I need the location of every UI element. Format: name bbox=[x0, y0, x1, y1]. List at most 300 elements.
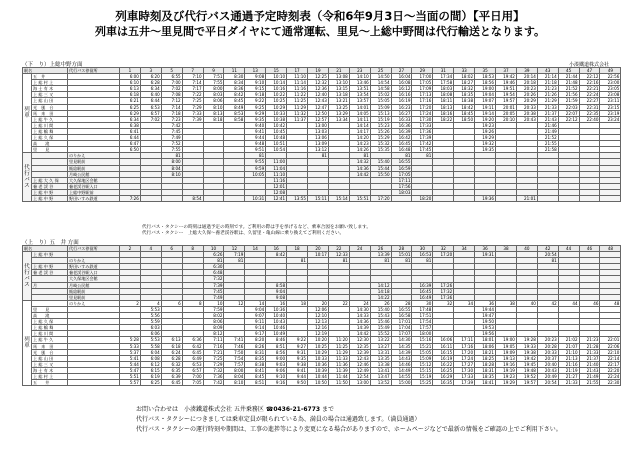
time-cell: 10:44 bbox=[308, 373, 329, 379]
time-cell: 10:33 bbox=[308, 355, 329, 361]
down-section-label: （下 り）上総中野方面 bbox=[22, 62, 83, 68]
station-name: 高 滝 bbox=[32, 141, 68, 147]
time-cell: 6:21 bbox=[120, 98, 141, 104]
time-cell: 17:11 bbox=[391, 177, 412, 183]
train-number: 14 bbox=[245, 246, 266, 252]
train-number: 32 bbox=[433, 246, 454, 252]
time-cell: 12:06 bbox=[308, 306, 329, 312]
time-cell: 15:46 bbox=[370, 319, 391, 325]
time-cell: 24 bbox=[349, 300, 370, 306]
time-cell: 16:53 bbox=[412, 252, 433, 258]
time-cell: 12:43 bbox=[349, 355, 370, 361]
time-cell: 21:43 bbox=[579, 367, 600, 373]
time-cell: 16 bbox=[266, 300, 287, 306]
time-cell: 18:02 bbox=[454, 74, 475, 80]
time-cell: 20:23 bbox=[516, 86, 537, 92]
bus-stop-name: 大久保地区会館 bbox=[68, 276, 120, 282]
time-cell: 10:45 bbox=[266, 128, 287, 134]
time-cell: 9:08 bbox=[266, 294, 287, 300]
time-cell: 9:17 bbox=[245, 331, 266, 337]
time-cell: 17:16 bbox=[412, 98, 433, 104]
time-cell: 8:35 bbox=[245, 355, 266, 361]
time-cell: 13:38 bbox=[370, 361, 391, 367]
time-cell: 13:57 bbox=[349, 98, 370, 104]
time-cell: 8:42 bbox=[266, 252, 287, 258]
time-cell: 16:39 bbox=[412, 282, 433, 288]
time-cell: 16:55 bbox=[391, 306, 412, 312]
bus-stop-name: 里見駅前 bbox=[68, 294, 120, 300]
contact-suffix: まで bbox=[321, 406, 334, 413]
time-cell: 6:38 bbox=[120, 122, 141, 128]
time-cell: 18:03 bbox=[391, 189, 412, 195]
time-cell: 5:51 bbox=[120, 373, 141, 379]
time-cell: 7:02 bbox=[140, 116, 161, 122]
time-cell: 19:47 bbox=[475, 313, 496, 319]
time-cell: 7:45 bbox=[161, 128, 182, 134]
time-cell: 20:43 bbox=[537, 367, 558, 373]
time-cell: 6:12 bbox=[140, 361, 161, 367]
train-number: 25 bbox=[370, 68, 391, 74]
time-cell: 2 bbox=[120, 300, 141, 306]
time-cell: 20:54 bbox=[537, 252, 558, 258]
time-cell: 8:18 bbox=[203, 116, 224, 122]
time-cell: 6:18 bbox=[161, 343, 182, 349]
time-cell: 19:11 bbox=[475, 104, 496, 110]
time-cell: 16:45 bbox=[391, 141, 412, 147]
time-cell: 10:14 bbox=[266, 80, 287, 86]
time-cell: 6:06 bbox=[140, 331, 161, 337]
group-label: 代行バス bbox=[23, 252, 32, 301]
time-cell: 19:51 bbox=[496, 86, 517, 92]
time-cell: 16:19 bbox=[433, 355, 454, 361]
station-name: 海 士 有 木 bbox=[32, 86, 68, 92]
time-cell: 10:48 bbox=[266, 135, 287, 141]
time-cell: 15:01 bbox=[391, 252, 412, 258]
time-cell: 12:19 bbox=[308, 331, 329, 337]
time-cell: 14:43 bbox=[391, 355, 412, 361]
time-cell: 15:44 bbox=[370, 165, 391, 171]
time-cell: 8:49 bbox=[224, 104, 245, 110]
time-cell: 8:58 bbox=[266, 282, 287, 288]
time-cell: 17:58 bbox=[433, 80, 454, 86]
time-cell: 19:13 bbox=[496, 355, 517, 361]
time-cell: 17:32 bbox=[433, 288, 454, 294]
time-cell: 7:49 bbox=[161, 135, 182, 141]
time-cell: 9:40 bbox=[245, 122, 266, 128]
time-cell bbox=[496, 195, 517, 201]
station-name: 上 総 三 又 bbox=[32, 92, 68, 98]
time-cell: 15:00 bbox=[391, 380, 412, 386]
time-cell: 21:07 bbox=[558, 343, 579, 349]
train-number: 3 bbox=[140, 68, 161, 74]
bus-stop-name: のりかえ bbox=[68, 300, 120, 306]
time-cell: 19:14 bbox=[475, 110, 496, 116]
time-cell: 15:14 bbox=[328, 195, 349, 201]
time-cell: 20:28 bbox=[537, 343, 558, 349]
time-cell: 8:20 bbox=[245, 337, 266, 343]
time-cell: 8:02 bbox=[203, 313, 224, 319]
time-cell: 8:30 bbox=[224, 74, 245, 80]
time-cell: 9:51 bbox=[245, 147, 266, 153]
time-cell: 19:19 bbox=[496, 367, 517, 373]
time-cell: 18:53 bbox=[475, 74, 496, 80]
time-cell: 19:36 bbox=[475, 195, 496, 201]
time-cell: 17:07 bbox=[391, 331, 412, 337]
time-cell: 6:08 bbox=[140, 355, 161, 361]
time-cell bbox=[203, 195, 224, 201]
time-cell: 13:00 bbox=[349, 380, 370, 386]
time-cell: 20:14 bbox=[516, 74, 537, 80]
time-cell: 5:37 bbox=[120, 349, 141, 355]
time-cell: 81 bbox=[370, 258, 391, 264]
time-cell: 18:35 bbox=[475, 373, 496, 379]
station-name: 養 老 渓 谷 bbox=[32, 270, 68, 276]
time-cell: 11:36 bbox=[328, 361, 349, 367]
time-cell: 14:33 bbox=[349, 313, 370, 319]
time-cell: 12:54 bbox=[349, 373, 370, 379]
train-number: 47 bbox=[579, 68, 600, 74]
time-cell: 11:00 bbox=[266, 159, 287, 165]
time-cell: 19:05 bbox=[496, 343, 517, 349]
time-cell: 21:27 bbox=[558, 373, 579, 379]
time-cell bbox=[433, 195, 454, 201]
time-cell: 22:20 bbox=[600, 367, 621, 373]
time-cell: 16:45 bbox=[412, 288, 433, 294]
time-cell: 17:09 bbox=[412, 86, 433, 92]
time-cell: 9:41 bbox=[245, 128, 266, 134]
time-cell: 17:36 bbox=[412, 128, 433, 134]
time-cell: 10:49 bbox=[266, 331, 287, 337]
time-cell: 81 bbox=[412, 153, 433, 159]
time-cell: 22:14 bbox=[600, 355, 621, 361]
time-cell: 32 bbox=[433, 300, 454, 306]
train-number: 31 bbox=[433, 68, 454, 74]
station-name: 里 見 bbox=[32, 306, 68, 312]
station-name: 上 総 村 上 bbox=[32, 80, 68, 86]
time-cell: 7:23 bbox=[161, 116, 182, 122]
time-cell: 13:54 bbox=[349, 92, 370, 98]
up-section-label: （上 り）五 井 方面 bbox=[22, 240, 79, 246]
time-cell: 12:49 bbox=[349, 367, 370, 373]
time-cell: 10:20 bbox=[308, 337, 329, 343]
time-cell: 14:17 bbox=[349, 128, 370, 134]
time-cell: 9:50 bbox=[287, 380, 308, 386]
time-cell: 19:31 bbox=[475, 252, 496, 258]
time-cell: 17:39 bbox=[454, 380, 475, 386]
time-cell bbox=[558, 195, 579, 201]
time-cell: 19:54 bbox=[496, 92, 517, 98]
time-cell: 22:01 bbox=[600, 337, 621, 343]
time-cell: 10:10 bbox=[266, 74, 287, 80]
page-subtitle: 列車は五井～里見間で平日ダイヤにて通常運転、里見～上総中野間は代行輸送となります。 bbox=[95, 25, 545, 38]
time-cell: 18:13 bbox=[433, 104, 454, 110]
phone-number: ☎0436-21-6773 bbox=[265, 406, 321, 413]
time-cell: 81 bbox=[224, 258, 245, 264]
time-cell: 21:33 bbox=[537, 104, 558, 110]
time-cell: 17:26 bbox=[433, 282, 454, 288]
time-cell: 7:17 bbox=[182, 86, 203, 92]
time-cell: 10:54 bbox=[266, 147, 287, 153]
time-cell: 5:53 bbox=[140, 337, 161, 343]
time-cell: 15:13 bbox=[370, 110, 391, 116]
time-cell: 18:00 bbox=[412, 331, 433, 337]
time-cell: 16:22 bbox=[433, 361, 454, 367]
time-cell: 19:53 bbox=[475, 325, 496, 331]
timetable-row bbox=[23, 195, 621, 201]
time-cell: 10:25 bbox=[266, 98, 287, 104]
time-cell: 12:30 bbox=[349, 337, 370, 343]
time-cell: 8:04 bbox=[224, 373, 245, 379]
time-cell: 13:29 bbox=[328, 110, 349, 116]
time-cell: 15:35 bbox=[370, 147, 391, 153]
time-cell: 9:55 bbox=[245, 159, 266, 165]
time-cell: 17:00 bbox=[412, 74, 433, 80]
time-cell: 17:04 bbox=[391, 325, 412, 331]
time-cell: 9:15 bbox=[245, 86, 266, 92]
time-cell: 16:16 bbox=[391, 92, 412, 98]
time-cell: 19:56 bbox=[475, 331, 496, 337]
train-number: 40 bbox=[516, 246, 537, 252]
time-cell: 9:27 bbox=[287, 343, 308, 349]
time-cell: 21:10 bbox=[558, 349, 579, 355]
time-cell: 7:10 bbox=[182, 74, 203, 80]
time-cell: 7:11 bbox=[203, 337, 224, 343]
time-cell: 9:44 bbox=[245, 135, 266, 141]
train-number: 45 bbox=[558, 68, 579, 74]
time-cell: 20:43 bbox=[516, 116, 537, 122]
time-cell: 12:13 bbox=[308, 319, 329, 325]
time-cell: 6:41 bbox=[120, 128, 141, 134]
time-cell: 10:17 bbox=[308, 252, 329, 258]
time-cell: 7:00 bbox=[182, 373, 203, 379]
time-cell: 21:59 bbox=[558, 98, 579, 104]
time-cell: 13:55 bbox=[287, 195, 308, 201]
bus-stop-name: 養老渓谷駅入口 bbox=[68, 270, 120, 276]
time-cell: 6:47 bbox=[120, 141, 141, 147]
up-timetable bbox=[22, 245, 621, 386]
time-cell: 7:32 bbox=[203, 276, 224, 282]
time-cell: 14:54 bbox=[370, 80, 391, 86]
time-cell: 21:43 bbox=[537, 116, 558, 122]
contact-line bbox=[136, 405, 562, 415]
time-cell: 14:42 bbox=[349, 171, 370, 177]
time-cell: 19:57 bbox=[496, 98, 517, 104]
time-cell: 16:29 bbox=[433, 373, 454, 379]
time-cell: 19:32 bbox=[475, 141, 496, 147]
time-cell: 7:12 bbox=[161, 98, 182, 104]
header-bus-stop: 代行バス停留所 bbox=[68, 68, 120, 74]
time-cell: 15:40 bbox=[370, 306, 391, 312]
time-cell: 11:50 bbox=[328, 380, 349, 386]
station-name: 上 総 山 田 bbox=[32, 355, 68, 361]
time-cell: 21:44 bbox=[558, 74, 579, 80]
station-name: 上 総 川 間 bbox=[32, 331, 68, 337]
time-cell: 6:49 bbox=[182, 355, 203, 361]
train-number: 9 bbox=[203, 68, 224, 74]
time-cell: 40 bbox=[516, 300, 537, 306]
time-cell: 8 bbox=[182, 300, 203, 306]
time-cell: 15:11 bbox=[308, 195, 329, 201]
time-cell: 20:49 bbox=[537, 373, 558, 379]
time-cell: 15:02 bbox=[370, 92, 391, 98]
time-cell: 7:52 bbox=[161, 141, 182, 147]
time-cell: 8:06 bbox=[203, 98, 224, 104]
time-cell: 21:26 bbox=[537, 92, 558, 98]
time-cell: 8:00 bbox=[203, 86, 224, 92]
time-cell: 81 bbox=[412, 258, 433, 264]
station-name: 光 風 台 bbox=[32, 104, 68, 110]
train-number: 7 bbox=[182, 68, 203, 74]
time-cell: 15:21 bbox=[412, 343, 433, 349]
time-cell: 12:25 bbox=[308, 74, 329, 80]
time-cell: 9:59 bbox=[245, 165, 266, 171]
time-cell: 44 bbox=[558, 300, 579, 306]
time-cell: 13:41 bbox=[370, 367, 391, 373]
note-line: 代行バス・タクシー 上総大久保～養老渓谷駅は、久留里・亀山線に乗り換えてご利用ください。 bbox=[142, 231, 345, 237]
bus-stop-name: 野田いすみ鉄道 bbox=[68, 264, 120, 270]
time-cell: 9:10 bbox=[266, 373, 287, 379]
time-cell: 19:35 bbox=[475, 147, 496, 153]
time-cell: 15:52 bbox=[370, 331, 391, 337]
time-cell: 6:03 bbox=[140, 325, 161, 331]
time-cell: 26 bbox=[370, 300, 391, 306]
time-cell: 8:06 bbox=[203, 319, 224, 325]
time-cell: 14:14 bbox=[349, 122, 370, 128]
time-cell: 23:19 bbox=[600, 110, 621, 116]
time-cell: 21:16 bbox=[558, 361, 579, 367]
time-cell: 18:42 bbox=[454, 104, 475, 110]
train-number: 29 bbox=[412, 68, 433, 74]
time-cell: 16:58 bbox=[391, 313, 412, 319]
train-number: 6 bbox=[161, 246, 182, 252]
time-cell: 81 bbox=[328, 258, 349, 264]
bus-stop-name: 月崎公民館 bbox=[68, 282, 120, 288]
time-cell: 16:42 bbox=[391, 135, 412, 141]
train-number: 19 bbox=[308, 68, 329, 74]
time-cell: 16:12 bbox=[391, 86, 412, 92]
time-cell: 17:54 bbox=[412, 319, 433, 325]
time-cell: 21:48 bbox=[558, 80, 579, 86]
time-cell: 19:20 bbox=[475, 116, 496, 122]
time-cell: 15:16 bbox=[412, 337, 433, 343]
station-name: 上 総 牛 久 bbox=[32, 337, 68, 343]
time-cell: 21:02 bbox=[558, 337, 579, 343]
time-cell: 14:30 bbox=[349, 306, 370, 312]
time-cell: 7:57 bbox=[224, 361, 245, 367]
time-cell: 19:00 bbox=[475, 86, 496, 92]
time-cell: 14:49 bbox=[391, 367, 412, 373]
time-cell: 8:00 bbox=[161, 159, 182, 165]
time-cell: 9:07 bbox=[245, 313, 266, 319]
time-cell: 15:19 bbox=[412, 373, 433, 379]
time-cell: 21:33 bbox=[558, 380, 579, 386]
train-number: 13 bbox=[245, 68, 266, 74]
time-cell: 20:33 bbox=[537, 349, 558, 355]
time-cell: 6:25 bbox=[120, 104, 141, 110]
time-cell: 9:35 bbox=[245, 116, 266, 122]
time-cell: 14:22 bbox=[370, 294, 391, 300]
time-cell: 18:35 bbox=[454, 92, 475, 98]
time-cell bbox=[140, 195, 161, 201]
train-number: 27 bbox=[391, 68, 412, 74]
time-cell: 19:57 bbox=[516, 380, 537, 386]
bus-stop-name: のりかえ bbox=[68, 258, 120, 264]
time-cell: 12:32 bbox=[308, 80, 329, 86]
time-cell: 22:40 bbox=[579, 116, 600, 122]
time-cell: 6:35 bbox=[161, 367, 182, 373]
time-cell: 7:39 bbox=[203, 282, 224, 288]
time-cell: 17:34 bbox=[433, 74, 454, 80]
time-cell: 8:36 bbox=[224, 86, 245, 92]
train-number: 46 bbox=[579, 246, 600, 252]
time-cell: 19:45 bbox=[516, 361, 537, 367]
train-number: 38 bbox=[496, 246, 517, 252]
station-name: 光 風 台 bbox=[32, 349, 68, 355]
train-number: 37 bbox=[496, 68, 517, 74]
time-cell: 14:11 bbox=[349, 116, 370, 122]
group-label: 代行バス bbox=[23, 153, 32, 202]
time-cell: 9:04 bbox=[266, 288, 287, 294]
time-cell: 14:01 bbox=[349, 104, 370, 110]
time-cell: 18:03 bbox=[433, 86, 454, 92]
time-cell: 10:29 bbox=[308, 349, 329, 355]
time-cell: 11:44 bbox=[328, 373, 349, 379]
time-cell bbox=[391, 195, 412, 201]
time-cell: 6:32 bbox=[161, 361, 182, 367]
time-cell: 48 bbox=[600, 300, 621, 306]
time-cell: 10 bbox=[203, 300, 224, 306]
time-cell: 12:36 bbox=[308, 86, 329, 92]
time-cell: 16:59 bbox=[391, 165, 412, 171]
time-cell: 9:06 bbox=[266, 367, 287, 373]
time-cell: 15:09 bbox=[370, 104, 391, 110]
station-name: 上 総 大 久 保 bbox=[32, 177, 68, 183]
train-number: 28 bbox=[391, 246, 412, 252]
time-cell: 13:03 bbox=[308, 128, 329, 134]
time-cell: 21:49 bbox=[579, 373, 600, 379]
time-cell: 6:24 bbox=[161, 349, 182, 355]
time-cell: 19:29 bbox=[496, 380, 517, 386]
time-cell: 8:12 bbox=[203, 331, 224, 337]
time-cell bbox=[224, 195, 245, 201]
time-cell: 9:10 bbox=[245, 80, 266, 86]
time-cell: 10:36 bbox=[266, 306, 287, 312]
time-cell: 12:33 bbox=[328, 252, 349, 258]
time-cell: 11:39 bbox=[328, 367, 349, 373]
time-cell: 13:10 bbox=[328, 80, 349, 86]
time-cell: 17:30 bbox=[412, 116, 433, 122]
time-cell: 17:24 bbox=[412, 110, 433, 116]
station-name: 養 老 渓 谷 bbox=[32, 183, 68, 189]
train-number: 30 bbox=[412, 246, 433, 252]
time-cell: 16:11 bbox=[433, 343, 454, 349]
station-name: 上 総 鶴 舞 bbox=[32, 128, 68, 134]
train-number: 49 bbox=[600, 68, 621, 74]
time-cell: 11:04 bbox=[266, 165, 287, 171]
time-cell: 7:42 bbox=[161, 122, 182, 128]
time-cell: 17:45 bbox=[412, 147, 433, 153]
time-cell: 17:24 bbox=[454, 355, 475, 361]
time-cell: 4 bbox=[140, 300, 161, 306]
train-number: 17 bbox=[287, 68, 308, 74]
time-cell: 19:23 bbox=[496, 373, 517, 379]
time-cell: 21:01 bbox=[516, 195, 537, 201]
time-cell: 46 bbox=[579, 300, 600, 306]
time-cell: 16:06 bbox=[433, 337, 454, 343]
time-cell: 8:45 bbox=[224, 98, 245, 104]
time-cell: 13:39 bbox=[370, 252, 391, 258]
time-cell: 14:39 bbox=[349, 325, 370, 331]
